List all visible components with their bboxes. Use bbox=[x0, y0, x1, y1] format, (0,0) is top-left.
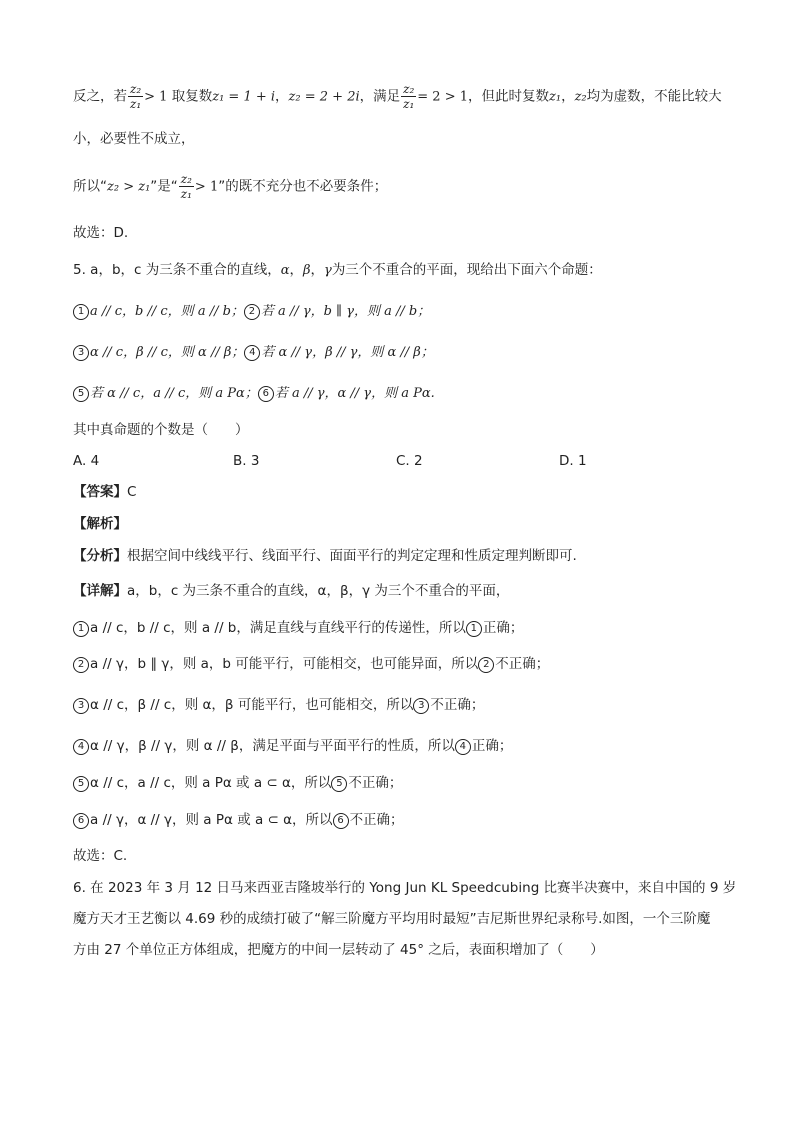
circled-number: 1 bbox=[73, 621, 89, 637]
text: 不正确； bbox=[430, 697, 485, 713]
propositions-3-4 bbox=[73, 343, 434, 362]
math: z₁ = 1 + i bbox=[212, 89, 276, 105]
text: α // γ，β // γ，则 α // β，满足平面与平面平行的性质，所以 bbox=[90, 738, 455, 754]
text: ， bbox=[310, 262, 325, 278]
option-d: D. 1 bbox=[559, 453, 587, 469]
fraction bbox=[401, 82, 416, 111]
text: 不正确； bbox=[349, 812, 404, 828]
math: a // c，b // c，则 a // b； bbox=[90, 304, 244, 319]
question-6-line-3 bbox=[73, 941, 604, 959]
answer-value: C bbox=[127, 484, 137, 500]
circled-number: 3 bbox=[73, 345, 89, 361]
text: ， bbox=[275, 88, 289, 105]
circled-number: 5 bbox=[73, 386, 89, 402]
numerator: z₂ bbox=[130, 82, 142, 96]
text: ”的既不充分也不必要条件； bbox=[218, 178, 388, 195]
math: > 1 bbox=[194, 179, 219, 195]
option-a: A. 4 bbox=[73, 453, 100, 469]
question-6-line-1 bbox=[73, 879, 736, 897]
text: α // c，β // c，则 α，β 可能平行，也可能相交，所以 bbox=[90, 697, 414, 713]
detail-5 bbox=[73, 774, 402, 792]
answer-tag: 【答案】 bbox=[73, 484, 127, 500]
numerator: z₂ bbox=[180, 172, 192, 186]
detail-2 bbox=[73, 655, 549, 673]
circled-number: 2 bbox=[244, 304, 260, 320]
text-line-2 bbox=[73, 130, 195, 148]
text: ， bbox=[561, 88, 575, 105]
text: 故选：D. bbox=[73, 225, 129, 241]
circled-number: 1 bbox=[466, 621, 482, 637]
circled-number: 3 bbox=[73, 698, 89, 714]
detail-3 bbox=[73, 696, 484, 714]
analysis-line bbox=[73, 515, 127, 533]
denominator: z₁ bbox=[180, 187, 192, 201]
circled-number: 4 bbox=[73, 739, 89, 755]
fenxi-tag: 【分析】 bbox=[73, 548, 127, 564]
text: 5. a，b，c 为三条不重合的直线， bbox=[73, 262, 281, 278]
math: 若 a // γ，b ∥ γ，则 a // b； bbox=[260, 304, 431, 319]
question-6-line-2 bbox=[73, 910, 710, 928]
text: 方由 27 个单位正方体组成，把魔方的中间一层转动了 45° 之后，表面积增加了（ ） bbox=[73, 942, 604, 958]
analysis-tag: 【解析】 bbox=[73, 516, 127, 532]
denominator: z₁ bbox=[130, 97, 142, 111]
propositions-5-6 bbox=[73, 384, 435, 403]
text: 为三个不重合的平面，现给出下面六个命题： bbox=[331, 262, 602, 278]
text: 反之，若 bbox=[73, 88, 127, 105]
detail-line bbox=[73, 582, 509, 600]
detail-4 bbox=[73, 737, 512, 755]
fraction bbox=[179, 172, 194, 201]
circled-number: 6 bbox=[333, 813, 349, 829]
options-row bbox=[73, 452, 713, 470]
text: 6. 在 2023 年 3 月 12 日马来西亚吉隆坡举行的 Yong Jun KL Speedcubing 比赛半决赛中，来自中国的 9 岁 bbox=[73, 880, 737, 896]
detail-1 bbox=[73, 619, 523, 637]
math: α // c，β // c，则 α // β； bbox=[90, 345, 245, 360]
math: α bbox=[280, 263, 290, 278]
text: a，b，c 为三条不重合的直线，α，β，γ 为三个不重合的平面， bbox=[127, 583, 510, 599]
question-5-stem bbox=[73, 261, 602, 280]
text: 根据空间中线线平行、线面平行、面面平行的判定定理和性质定理判断即可. bbox=[127, 548, 577, 564]
text: ，但此时复数 bbox=[468, 88, 549, 105]
math: z₁ bbox=[549, 89, 562, 105]
propositions-1-2 bbox=[73, 302, 430, 321]
numerator: z₂ bbox=[403, 82, 415, 96]
text: a // c，b // c，则 a // b，满足直线与直线平行的传递性，所以 bbox=[90, 620, 466, 636]
text-line-3 bbox=[73, 172, 387, 201]
text: 所以“ bbox=[73, 178, 107, 195]
text: 不正确； bbox=[495, 656, 550, 672]
text: 不正确； bbox=[348, 775, 403, 791]
math: 若 α // γ，β // γ，则 α // β； bbox=[261, 345, 434, 360]
circled-number: 5 bbox=[73, 776, 89, 792]
math: > 1 bbox=[144, 89, 168, 105]
answer-line bbox=[73, 483, 136, 501]
math: z₂ = 2 + 2i bbox=[288, 89, 360, 105]
circled-number: 6 bbox=[73, 813, 89, 829]
circled-number: 2 bbox=[478, 657, 494, 673]
option-c: C. 2 bbox=[396, 453, 423, 469]
text: ，满足 bbox=[359, 88, 401, 105]
fenxi-line bbox=[73, 547, 577, 565]
math: 若 α // c，a // c，则 a Pα； bbox=[90, 386, 258, 401]
text: ， bbox=[289, 262, 304, 278]
text-line-1 bbox=[73, 82, 722, 111]
text: 魔方天才王艺衡以 4.69 秒的成绩打破了“解三阶魔方平均用时最短”吉尼斯世界纪录称号.如图，一个三阶魔 bbox=[73, 911, 711, 927]
text: a // γ，b ∥ γ，则 a，b 可能平行，可能相交，也可能异面，所以 bbox=[90, 656, 479, 672]
circled-number: 2 bbox=[73, 657, 89, 673]
text: 其中真命题的个数是（ ） bbox=[73, 422, 249, 438]
text: ”是“ bbox=[150, 178, 178, 195]
math: γ bbox=[324, 263, 332, 278]
text: 正确； bbox=[471, 738, 513, 754]
math: 若 a // γ，α // γ，则 a Pα. bbox=[274, 386, 435, 401]
math: = 2 > 1 bbox=[417, 89, 468, 105]
text: 小，必要性不成立， bbox=[73, 131, 195, 147]
circled-number: 6 bbox=[258, 386, 274, 402]
text: 均为虚数，不能比较大 bbox=[586, 88, 722, 105]
circled-number: 4 bbox=[455, 739, 471, 755]
text-line-4 bbox=[73, 224, 128, 242]
detail-6 bbox=[73, 811, 404, 829]
circled-number: 1 bbox=[73, 304, 89, 320]
circled-number: 4 bbox=[244, 345, 260, 361]
circled-number: 3 bbox=[413, 698, 429, 714]
fraction bbox=[128, 82, 143, 111]
text: a // γ，α // γ，则 a Pα 或 a ⊂ α，所以 bbox=[90, 812, 333, 828]
option-b: B. 3 bbox=[233, 453, 260, 469]
text: 取复数 bbox=[171, 88, 213, 105]
text: 正确； bbox=[482, 620, 524, 636]
denominator: z₁ bbox=[403, 97, 415, 111]
choose-line bbox=[73, 847, 127, 865]
question-5-ask bbox=[73, 421, 249, 439]
math: β bbox=[303, 263, 311, 278]
circled-number: 5 bbox=[331, 776, 347, 792]
text: α // c，a // c，则 a Pα 或 a ⊂ α，所以 bbox=[90, 775, 332, 791]
detail-tag: 【详解】 bbox=[73, 583, 127, 599]
math: z₂ > z₁ bbox=[107, 179, 151, 195]
math: z₂ bbox=[574, 89, 587, 105]
text: 故选：C. bbox=[73, 848, 128, 864]
